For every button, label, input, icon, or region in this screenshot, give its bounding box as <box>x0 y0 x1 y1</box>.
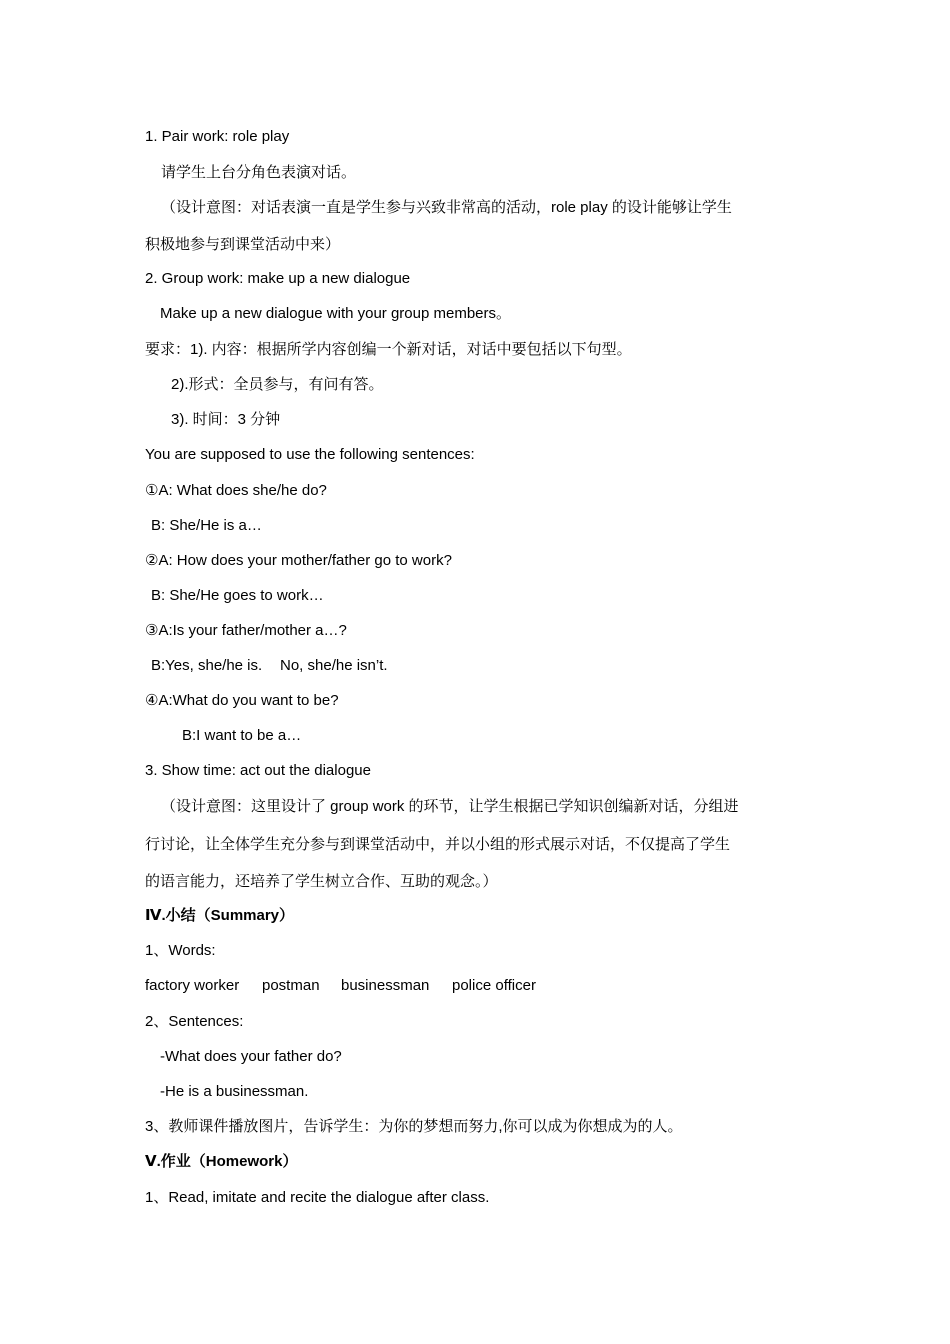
sentence-2-question: ②A: How does your mother/father go to work? <box>145 552 452 569</box>
requirement-time: 3). 时间：3 分钟 <box>171 411 281 428</box>
summary-words-label: 1、Words: <box>145 942 216 959</box>
pair-work-heading: 1. Pair work: role play <box>145 128 290 145</box>
homework-heading: Ⅴ.作业（Homework） <box>145 1153 298 1170</box>
design-intent-2-line-2: 行讨论，让全体学生充分参与到课堂活动中，并以小组的形式展示对话，不仅提高了学生 <box>145 836 731 853</box>
sentence-2-answer: B: She/He goes to work… <box>151 587 324 604</box>
summary-heading: Ⅳ.小结（Summary） <box>145 907 295 924</box>
sentence-3-answer-no: No, she/he isn’t. <box>280 657 388 674</box>
summary-teacher-note: 3、教师课件播放图片，告诉学生：为你的梦想而努力,你可以成为你想成为的人。 <box>145 1118 683 1135</box>
sentence-4-answer: B:I want to be a… <box>182 727 302 744</box>
word-item: businessman <box>341 977 430 994</box>
design-intent-2-line-1: （设计意图：这里设计了 group work 的环节，让学生根据已学知识创编新对话，分组进 <box>161 798 739 815</box>
group-work-heading: 2. Group work: make up a new dialogue <box>145 270 411 287</box>
homework-item-1: 1、Read, imitate and recite the dialogue after class. <box>145 1189 490 1206</box>
sentence-1-answer: B: She/He is a… <box>151 517 262 534</box>
summary-sentence-question: -What does your father do? <box>160 1048 342 1065</box>
sentence-4-question: ④A:What do you want to be? <box>145 692 339 709</box>
sentence-3-answer-yes: B:Yes, she/he is. <box>151 657 263 674</box>
show-time-heading: 3. Show time: act out the dialogue <box>145 762 371 779</box>
group-work-instruction: Make up a new dialogue with your group members。 <box>160 305 512 322</box>
design-intent-1-line-1: （设计意图：对话表演一直是学生参与兴致非常高的活动，role play 的设计能够让学生 <box>161 199 732 216</box>
design-intent-1-line-2: 积极地参与到课堂活动中来） <box>145 236 341 253</box>
word-item: police officer <box>452 977 536 994</box>
word-item: factory worker <box>145 977 240 994</box>
sentence-3-question: ③A:Is your father/mother a…? <box>145 622 347 639</box>
sentences-intro: You are supposed to use the following sentences: <box>145 446 475 463</box>
sentence-1-question: ①A: What does she/he do? <box>145 482 327 499</box>
requirement-form: 2).形式：全员参与，有问有答。 <box>171 376 384 393</box>
requirement-content: 要求：1). 内容：根据所学内容创编一个新对话，对话中要包括以下句型。 <box>145 341 632 358</box>
design-intent-2-line-3: 的语言能力，还培养了学生树立合作、互助的观念。） <box>145 873 498 890</box>
word-item: postman <box>262 977 320 994</box>
summary-sentences-label: 2、Sentences: <box>145 1013 244 1030</box>
pair-work-instruction: 请学生上台分角色表演对话。 <box>161 164 357 181</box>
summary-sentence-answer: -He is a businessman. <box>160 1083 309 1100</box>
